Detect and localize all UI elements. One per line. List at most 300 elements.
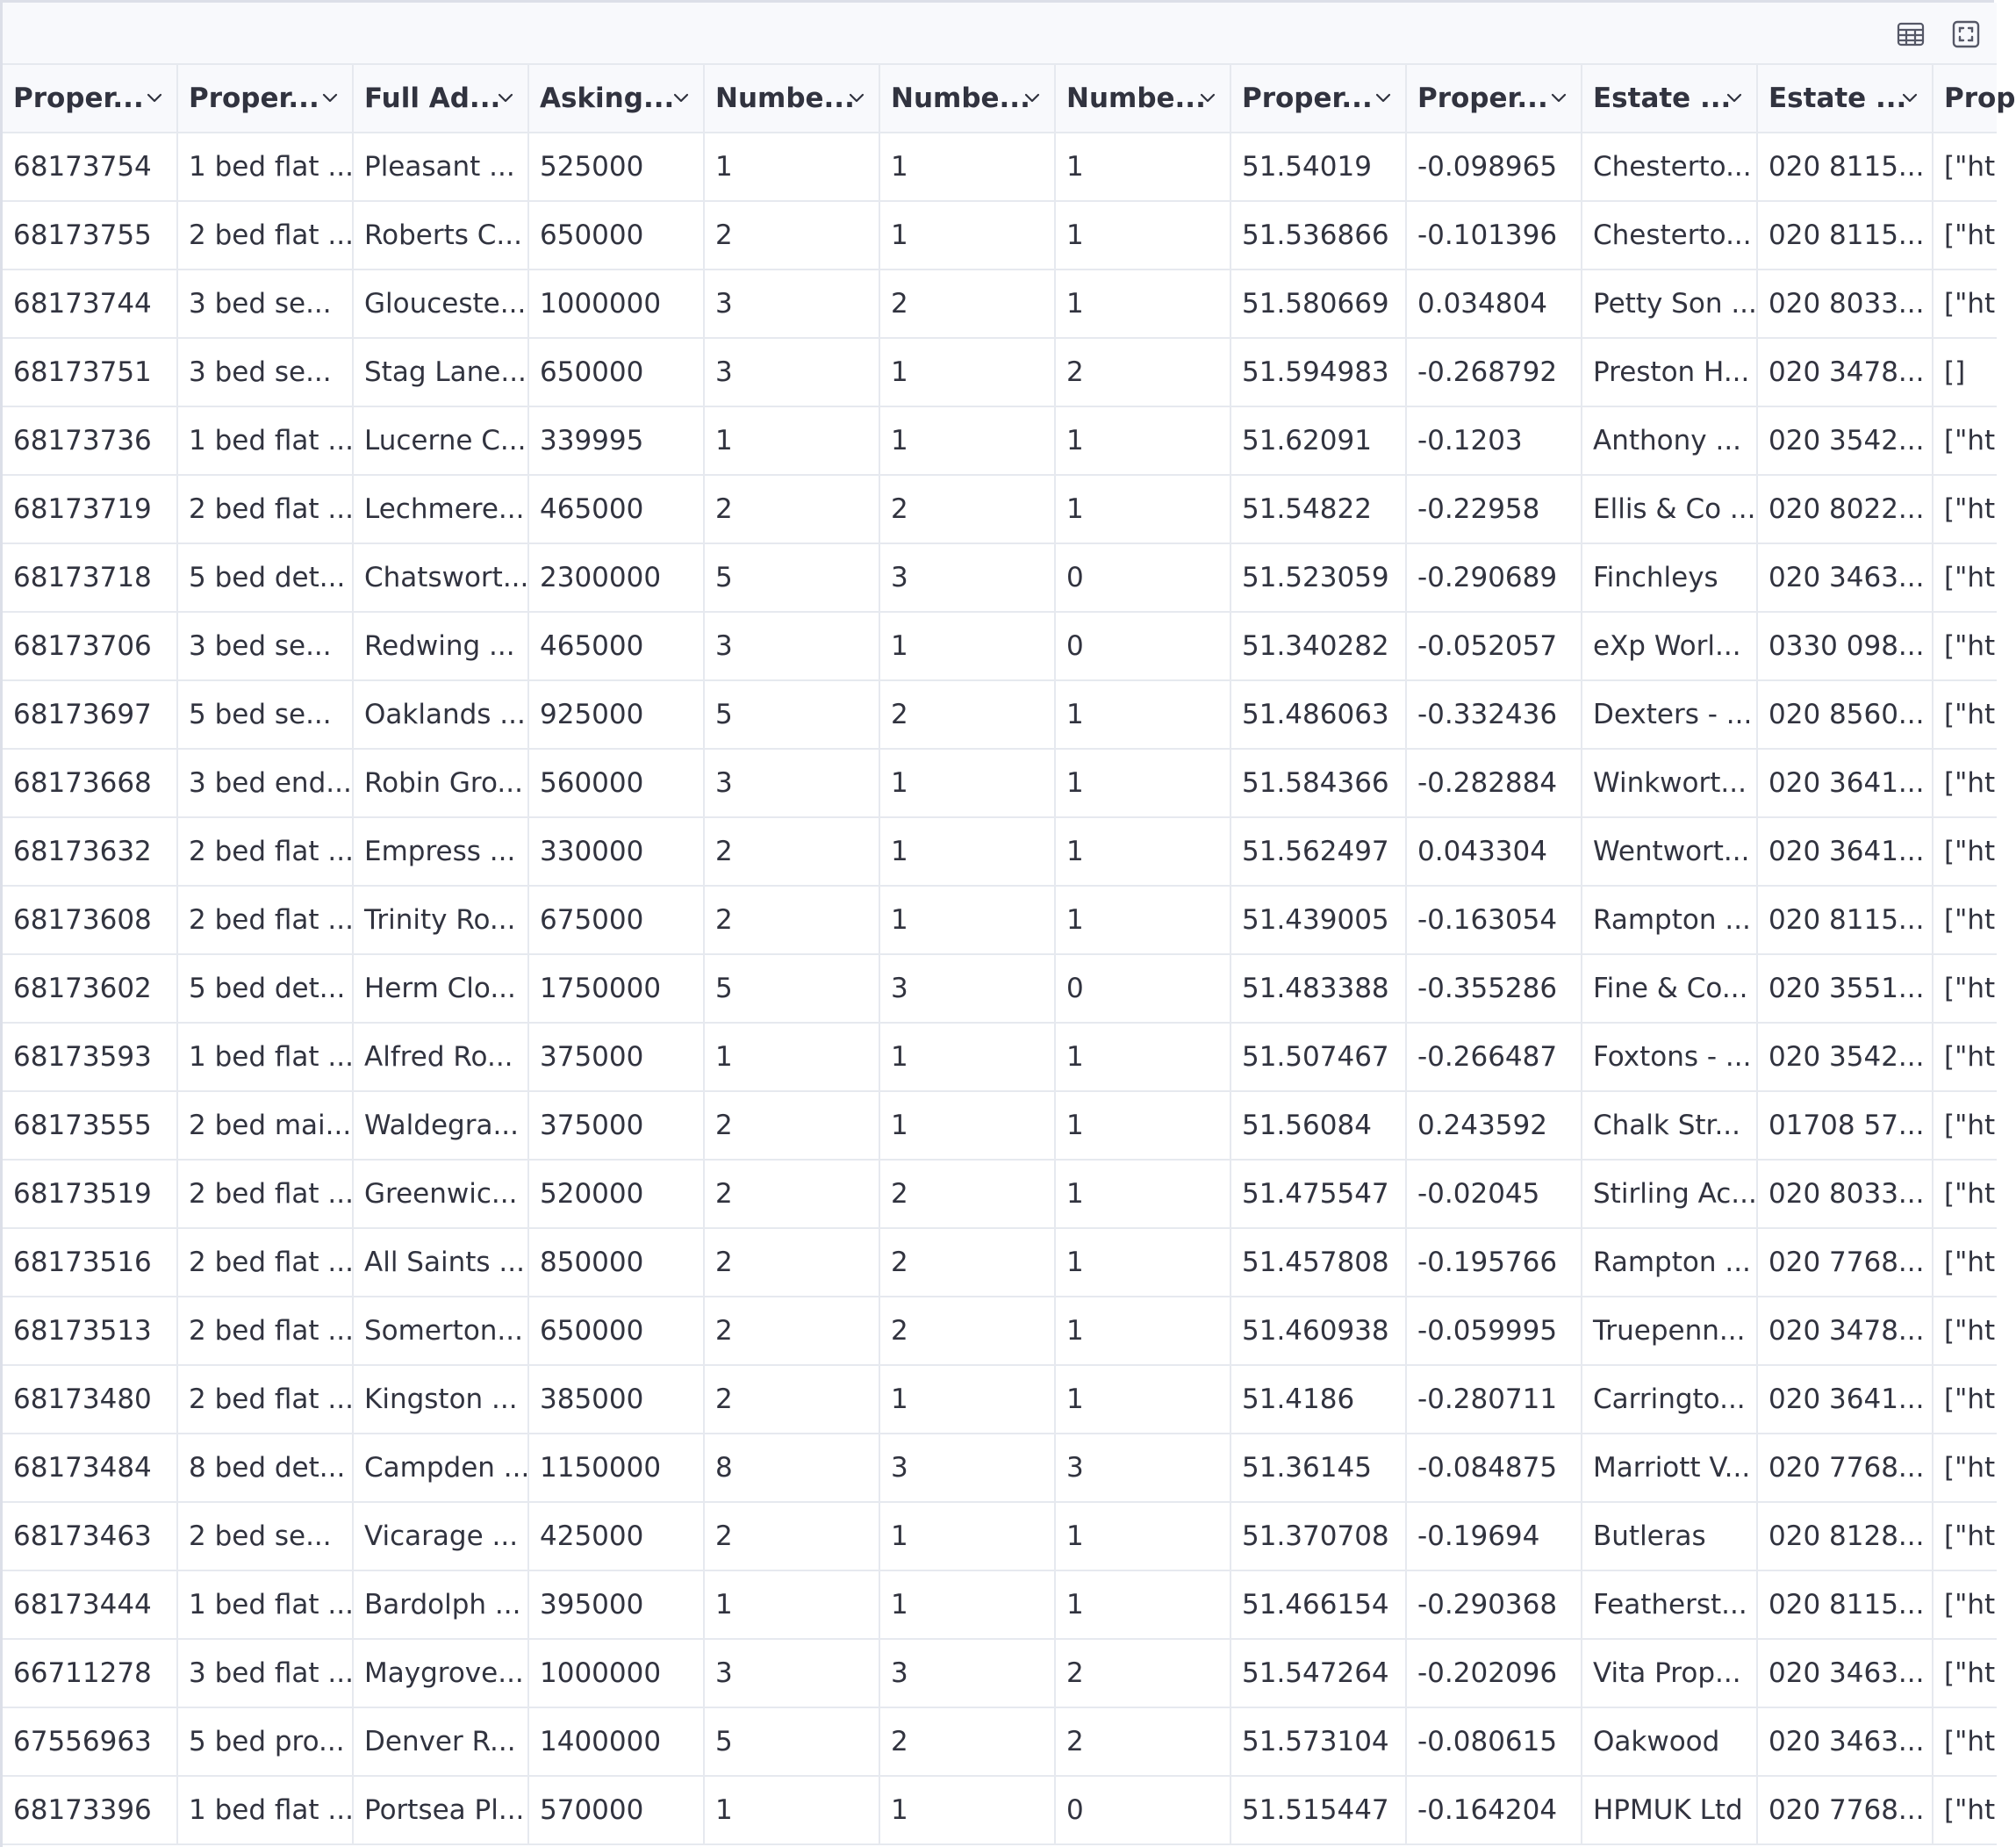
table-cell[interactable] — [1582, 818, 1758, 885]
table-cell[interactable] — [529, 1366, 705, 1433]
table-cell[interactable] — [1933, 1297, 1997, 1364]
table-cell[interactable] — [1056, 1571, 1231, 1638]
table-cell[interactable] — [705, 1777, 880, 1843]
table-cell[interactable] — [529, 476, 705, 543]
table-cell[interactable] — [3, 750, 178, 816]
table-cell[interactable] — [1407, 407, 1582, 474]
table-cell[interactable] — [354, 1640, 529, 1707]
table-cell[interactable] — [178, 681, 354, 748]
table-cell[interactable] — [880, 1297, 1056, 1364]
table-cell[interactable] — [1056, 270, 1231, 337]
table-cell[interactable] — [3, 1229, 178, 1296]
table-cell[interactable] — [529, 887, 705, 953]
chevron-down-icon[interactable] — [1900, 90, 1919, 106]
table-cell[interactable] — [1231, 955, 1407, 1022]
column-header[interactable] — [1231, 65, 1407, 132]
table-cell[interactable] — [3, 1777, 178, 1843]
table-cell[interactable] — [1056, 1708, 1231, 1775]
table-cell[interactable] — [1056, 1161, 1231, 1227]
chevron-down-icon[interactable] — [496, 90, 515, 106]
table-cell[interactable] — [1758, 1571, 1933, 1638]
table-cell[interactable] — [880, 544, 1056, 611]
table-row[interactable] — [3, 1297, 1997, 1366]
table-cell[interactable] — [1933, 339, 1997, 406]
table-cell[interactable] — [3, 544, 178, 611]
table-cell[interactable] — [1056, 133, 1231, 200]
column-header[interactable] — [880, 65, 1056, 132]
table-row[interactable] — [3, 544, 1997, 613]
table-cell[interactable] — [529, 1161, 705, 1227]
table-cell[interactable] — [705, 544, 880, 611]
table-cell[interactable] — [1407, 1024, 1582, 1090]
table-cell[interactable] — [705, 955, 880, 1022]
table-cell[interactable] — [1933, 407, 1997, 474]
table-cell[interactable] — [1933, 1092, 1997, 1159]
table-cell[interactable] — [1582, 1708, 1758, 1775]
table-cell[interactable] — [178, 1434, 354, 1501]
table-row[interactable] — [3, 955, 1997, 1024]
table-cell[interactable] — [1582, 681, 1758, 748]
table-cell[interactable] — [1056, 613, 1231, 679]
table-cell[interactable] — [880, 1503, 1056, 1570]
table-cell[interactable] — [1933, 681, 1997, 748]
table-cell[interactable] — [354, 1161, 529, 1227]
table-cell[interactable] — [178, 1024, 354, 1090]
table-cell[interactable] — [354, 1571, 529, 1638]
table-cell[interactable] — [1933, 1366, 1997, 1433]
table-cell[interactable] — [1933, 1161, 1997, 1227]
table-cell[interactable] — [178, 476, 354, 543]
table-cell[interactable] — [3, 1024, 178, 1090]
table-cell[interactable] — [705, 1503, 880, 1570]
table-cell[interactable] — [1758, 270, 1933, 337]
table-cell[interactable] — [880, 1708, 1056, 1775]
table-cell[interactable] — [529, 270, 705, 337]
table-cell[interactable] — [178, 750, 354, 816]
table-cell[interactable] — [1407, 1366, 1582, 1433]
table-cell[interactable] — [880, 1777, 1056, 1843]
table-row[interactable] — [3, 1708, 1997, 1777]
table-cell[interactable] — [1758, 1777, 1933, 1843]
table-cell[interactable] — [880, 1024, 1056, 1090]
table-cell[interactable] — [1582, 1024, 1758, 1090]
table-cell[interactable] — [1582, 270, 1758, 337]
table-cell[interactable] — [705, 1229, 880, 1296]
table-cell[interactable] — [354, 133, 529, 200]
column-header[interactable] — [529, 65, 705, 132]
table-cell[interactable] — [354, 818, 529, 885]
table-cell[interactable] — [880, 202, 1056, 269]
table-row[interactable] — [3, 270, 1997, 339]
table-cell[interactable] — [1933, 1434, 1997, 1501]
chevron-down-icon[interactable] — [671, 90, 691, 106]
table-cell[interactable] — [1056, 544, 1231, 611]
table-row[interactable] — [3, 1024, 1997, 1092]
table-cell[interactable] — [1582, 887, 1758, 953]
table-row[interactable] — [3, 1503, 1997, 1571]
table-cell[interactable] — [178, 1777, 354, 1843]
table-cell[interactable] — [529, 1640, 705, 1707]
table-cell[interactable] — [1407, 750, 1582, 816]
table-cell[interactable] — [880, 955, 1056, 1022]
table-cell[interactable] — [1758, 544, 1933, 611]
table-cell[interactable] — [880, 681, 1056, 748]
table-cell[interactable] — [178, 1708, 354, 1775]
table-cell[interactable] — [1231, 613, 1407, 679]
table-cell[interactable] — [1407, 1434, 1582, 1501]
table-cell[interactable] — [1758, 133, 1933, 200]
column-header[interactable] — [3, 65, 178, 132]
table-cell[interactable] — [1758, 339, 1933, 406]
table-cell[interactable] — [1056, 750, 1231, 816]
table-cell[interactable] — [1231, 750, 1407, 816]
table-cell[interactable] — [1582, 1640, 1758, 1707]
table-cell[interactable] — [1582, 1777, 1758, 1843]
table-cell[interactable] — [880, 613, 1056, 679]
table-cell[interactable] — [3, 1297, 178, 1364]
table-cell[interactable] — [1407, 544, 1582, 611]
table-cell[interactable] — [354, 476, 529, 543]
table-cell[interactable] — [1231, 202, 1407, 269]
table-cell[interactable] — [1933, 133, 1997, 200]
table-cell[interactable] — [1933, 613, 1997, 679]
table-cell[interactable] — [3, 1161, 178, 1227]
table-cell[interactable] — [1758, 818, 1933, 885]
table-cell[interactable] — [1407, 202, 1582, 269]
table-row[interactable] — [3, 1366, 1997, 1434]
table-cell[interactable] — [705, 818, 880, 885]
table-cell[interactable] — [1582, 1229, 1758, 1296]
table-cell[interactable] — [178, 818, 354, 885]
table-cell[interactable] — [354, 1297, 529, 1364]
table-cell[interactable] — [529, 1777, 705, 1843]
table-cell[interactable] — [1056, 1297, 1231, 1364]
table-cell[interactable] — [1582, 1503, 1758, 1570]
table-cell[interactable] — [1758, 887, 1933, 953]
table-cell[interactable] — [1933, 1640, 1997, 1707]
table-cell[interactable] — [1758, 955, 1933, 1022]
chevron-down-icon[interactable] — [1198, 90, 1217, 106]
table-cell[interactable] — [3, 1434, 178, 1501]
table-cell[interactable] — [1407, 1229, 1582, 1296]
table-cell[interactable] — [178, 1366, 354, 1433]
chevron-down-icon[interactable] — [1549, 90, 1568, 106]
table-cell[interactable] — [1231, 1434, 1407, 1501]
table-cell[interactable] — [3, 1571, 178, 1638]
table-cell[interactable] — [1407, 681, 1582, 748]
table-cell[interactable] — [529, 1229, 705, 1296]
table-cell[interactable] — [354, 750, 529, 816]
table-cell[interactable] — [880, 133, 1056, 200]
table-cell[interactable] — [1407, 1503, 1582, 1570]
table-cell[interactable] — [705, 133, 880, 200]
table-cell[interactable] — [1231, 1777, 1407, 1843]
table-cell[interactable] — [1933, 1571, 1997, 1638]
table-cell[interactable] — [1582, 339, 1758, 406]
table-cell[interactable] — [178, 202, 354, 269]
table-cell[interactable] — [3, 887, 178, 953]
table-cell[interactable] — [1407, 887, 1582, 953]
table-cell[interactable] — [1582, 1366, 1758, 1433]
chevron-down-icon[interactable] — [847, 90, 866, 106]
table-cell[interactable] — [529, 407, 705, 474]
table-cell[interactable] — [1407, 1640, 1582, 1707]
table-cell[interactable] — [1407, 1571, 1582, 1638]
table-row[interactable] — [3, 1434, 1997, 1503]
table-cell[interactable] — [705, 1366, 880, 1433]
table-cell[interactable] — [3, 818, 178, 885]
table-cell[interactable] — [1933, 818, 1997, 885]
table-cell[interactable] — [178, 339, 354, 406]
table-cell[interactable] — [1758, 407, 1933, 474]
table-cell[interactable] — [1056, 202, 1231, 269]
table-cell[interactable] — [1407, 1161, 1582, 1227]
table-cell[interactable] — [1231, 681, 1407, 748]
table-row[interactable] — [3, 818, 1997, 887]
table-row[interactable] — [3, 1640, 1997, 1708]
table-cell[interactable] — [1231, 818, 1407, 885]
table-cell[interactable] — [1933, 887, 1997, 953]
chevron-down-icon[interactable] — [320, 90, 340, 106]
table-cell[interactable] — [1758, 1434, 1933, 1501]
table-cell[interactable] — [880, 1229, 1056, 1296]
table-cell[interactable] — [3, 476, 178, 543]
table-cell[interactable] — [3, 1092, 178, 1159]
table-cell[interactable] — [529, 818, 705, 885]
table-cell[interactable] — [354, 1229, 529, 1296]
table-cell[interactable] — [529, 681, 705, 748]
table-cell[interactable] — [1582, 407, 1758, 474]
table-cell[interactable] — [178, 1503, 354, 1570]
table-cell[interactable] — [1758, 1503, 1933, 1570]
table-cell[interactable] — [3, 1366, 178, 1433]
table-cell[interactable] — [1056, 1092, 1231, 1159]
table-cell[interactable] — [880, 1161, 1056, 1227]
table-cell[interactable] — [705, 1708, 880, 1775]
table-cell[interactable] — [1231, 544, 1407, 611]
table-cell[interactable] — [529, 1708, 705, 1775]
table-cell[interactable] — [1758, 613, 1933, 679]
table-cell[interactable] — [705, 476, 880, 543]
table-cell[interactable] — [1407, 613, 1582, 679]
table-cell[interactable] — [880, 1092, 1056, 1159]
table-row[interactable] — [3, 1777, 1997, 1845]
table-cell[interactable] — [705, 887, 880, 953]
table-cell[interactable] — [178, 1092, 354, 1159]
table-cell[interactable] — [1758, 1708, 1933, 1775]
table-cell[interactable] — [1407, 1297, 1582, 1364]
table-cell[interactable] — [1056, 955, 1231, 1022]
table-cell[interactable] — [1056, 818, 1231, 885]
table-cell[interactable] — [1758, 750, 1933, 816]
table-cell[interactable] — [178, 1640, 354, 1707]
table-cell[interactable] — [1231, 1503, 1407, 1570]
table-cell[interactable] — [1933, 1024, 1997, 1090]
table-cell[interactable] — [354, 407, 529, 474]
table-cell[interactable] — [3, 202, 178, 269]
table-cell[interactable] — [705, 1297, 880, 1364]
table-cell[interactable] — [1933, 476, 1997, 543]
table-cell[interactable] — [529, 1503, 705, 1570]
table-cell[interactable] — [880, 270, 1056, 337]
table-cell[interactable] — [529, 339, 705, 406]
table-cell[interactable] — [354, 1366, 529, 1433]
table-cell[interactable] — [529, 1434, 705, 1501]
table-cell[interactable] — [1582, 476, 1758, 543]
table-cell[interactable] — [529, 750, 705, 816]
chevron-down-icon[interactable] — [1725, 90, 1744, 106]
table-cell[interactable] — [1231, 1640, 1407, 1707]
table-cell[interactable] — [178, 887, 354, 953]
table-cell[interactable] — [880, 1434, 1056, 1501]
table-cell[interactable] — [529, 1571, 705, 1638]
table-cell[interactable] — [3, 955, 178, 1022]
table-row[interactable] — [3, 202, 1997, 270]
table-cell[interactable] — [1407, 1092, 1582, 1159]
column-header[interactable] — [354, 65, 529, 132]
column-header[interactable] — [1582, 65, 1758, 132]
table-cell[interactable] — [3, 681, 178, 748]
table-cell[interactable] — [1582, 202, 1758, 269]
table-cell[interactable] — [1231, 1229, 1407, 1296]
table-cell[interactable] — [880, 1571, 1056, 1638]
table-cell[interactable] — [178, 955, 354, 1022]
table-cell[interactable] — [178, 1229, 354, 1296]
table-cell[interactable] — [1582, 955, 1758, 1022]
table-cell[interactable] — [1056, 1777, 1231, 1843]
table-cell[interactable] — [529, 613, 705, 679]
table-cell[interactable] — [1758, 202, 1933, 269]
table-cell[interactable] — [1582, 750, 1758, 816]
table-cell[interactable] — [1231, 1571, 1407, 1638]
table-cell[interactable] — [1758, 1297, 1933, 1364]
table-cell[interactable] — [705, 613, 880, 679]
column-header[interactable] — [1758, 65, 1933, 132]
table-row[interactable] — [3, 1161, 1997, 1229]
table-cell[interactable] — [1758, 1640, 1933, 1707]
table-cell[interactable] — [1933, 955, 1997, 1022]
table-cell[interactable] — [354, 681, 529, 748]
table-cell[interactable] — [1056, 1366, 1231, 1433]
table-cell[interactable] — [1056, 1229, 1231, 1296]
table-cell[interactable] — [705, 407, 880, 474]
table-cell[interactable] — [1407, 1708, 1582, 1775]
table-cell[interactable] — [705, 750, 880, 816]
table-row[interactable] — [3, 133, 1997, 202]
table-cell[interactable] — [1056, 476, 1231, 543]
chevron-down-icon[interactable] — [1022, 90, 1042, 106]
table-cell[interactable] — [354, 270, 529, 337]
table-cell[interactable] — [1758, 1229, 1933, 1296]
table-cell[interactable] — [178, 1571, 354, 1638]
table-cell[interactable] — [529, 1092, 705, 1159]
table-cell[interactable] — [880, 407, 1056, 474]
table-cell[interactable] — [1407, 133, 1582, 200]
table-cell[interactable] — [3, 407, 178, 474]
table-cell[interactable] — [1056, 1503, 1231, 1570]
table-cell[interactable] — [529, 544, 705, 611]
table-cell[interactable] — [1231, 270, 1407, 337]
table-cell[interactable] — [1407, 955, 1582, 1022]
table-cell[interactable] — [529, 1297, 705, 1364]
table-cell[interactable] — [354, 339, 529, 406]
table-cell[interactable] — [880, 750, 1056, 816]
table-cell[interactable] — [1407, 339, 1582, 406]
table-cell[interactable] — [705, 270, 880, 337]
table-cell[interactable] — [178, 407, 354, 474]
table-cell[interactable] — [3, 1640, 178, 1707]
table-cell[interactable] — [880, 476, 1056, 543]
table-cell[interactable] — [354, 955, 529, 1022]
table-cell[interactable] — [1933, 1229, 1997, 1296]
table-cell[interactable] — [178, 544, 354, 611]
table-cell[interactable] — [354, 1092, 529, 1159]
table-cell[interactable] — [1231, 1092, 1407, 1159]
table-cell[interactable] — [1056, 1024, 1231, 1090]
table-cell[interactable] — [3, 133, 178, 200]
table-cell[interactable] — [1231, 887, 1407, 953]
table-cell[interactable] — [705, 202, 880, 269]
table-cell[interactable] — [3, 1503, 178, 1570]
table-row[interactable] — [3, 887, 1997, 955]
column-header[interactable] — [178, 65, 354, 132]
table-cell[interactable] — [1933, 1777, 1997, 1843]
table-cell[interactable] — [178, 1161, 354, 1227]
table-cell[interactable] — [3, 1708, 178, 1775]
chevron-down-icon[interactable] — [1374, 90, 1393, 106]
table-row[interactable] — [3, 1092, 1997, 1161]
table-cell[interactable] — [3, 339, 178, 406]
table-cell[interactable] — [1758, 1161, 1933, 1227]
table-cell[interactable] — [880, 1366, 1056, 1433]
table-cell[interactable] — [178, 270, 354, 337]
table-cell[interactable] — [178, 1297, 354, 1364]
table-cell[interactable] — [1407, 270, 1582, 337]
table-cell[interactable] — [1231, 133, 1407, 200]
table-cell[interactable] — [1407, 1777, 1582, 1843]
table-row[interactable] — [3, 339, 1997, 407]
table-row[interactable] — [3, 476, 1997, 544]
table-cell[interactable] — [1231, 1024, 1407, 1090]
table-cell[interactable] — [705, 1640, 880, 1707]
table-cell[interactable] — [1231, 339, 1407, 406]
table-cell[interactable] — [1407, 476, 1582, 543]
table-cell[interactable] — [1758, 1366, 1933, 1433]
table-cell[interactable] — [1582, 1161, 1758, 1227]
table-cell[interactable] — [705, 1092, 880, 1159]
chevron-down-icon[interactable] — [145, 90, 164, 106]
table-cell[interactable] — [705, 1571, 880, 1638]
table-cell[interactable] — [1231, 476, 1407, 543]
table-cell[interactable] — [354, 202, 529, 269]
table-cell[interactable] — [1056, 681, 1231, 748]
table-cell[interactable] — [354, 1777, 529, 1843]
table-cell[interactable] — [1933, 202, 1997, 269]
table-cell[interactable] — [1231, 1297, 1407, 1364]
table-cell[interactable] — [354, 613, 529, 679]
table-cell[interactable] — [1582, 544, 1758, 611]
table-cell[interactable] — [1056, 887, 1231, 953]
table-cell[interactable] — [354, 887, 529, 953]
table-cell[interactable] — [1758, 1092, 1933, 1159]
table-row[interactable] — [3, 681, 1997, 750]
column-header[interactable] — [705, 65, 880, 132]
column-header[interactable] — [1933, 65, 2016, 132]
table-cell[interactable] — [1933, 1503, 1997, 1570]
table-download-icon[interactable] — [1895, 18, 1926, 50]
table-cell[interactable] — [1582, 1571, 1758, 1638]
table-cell[interactable] — [705, 1024, 880, 1090]
